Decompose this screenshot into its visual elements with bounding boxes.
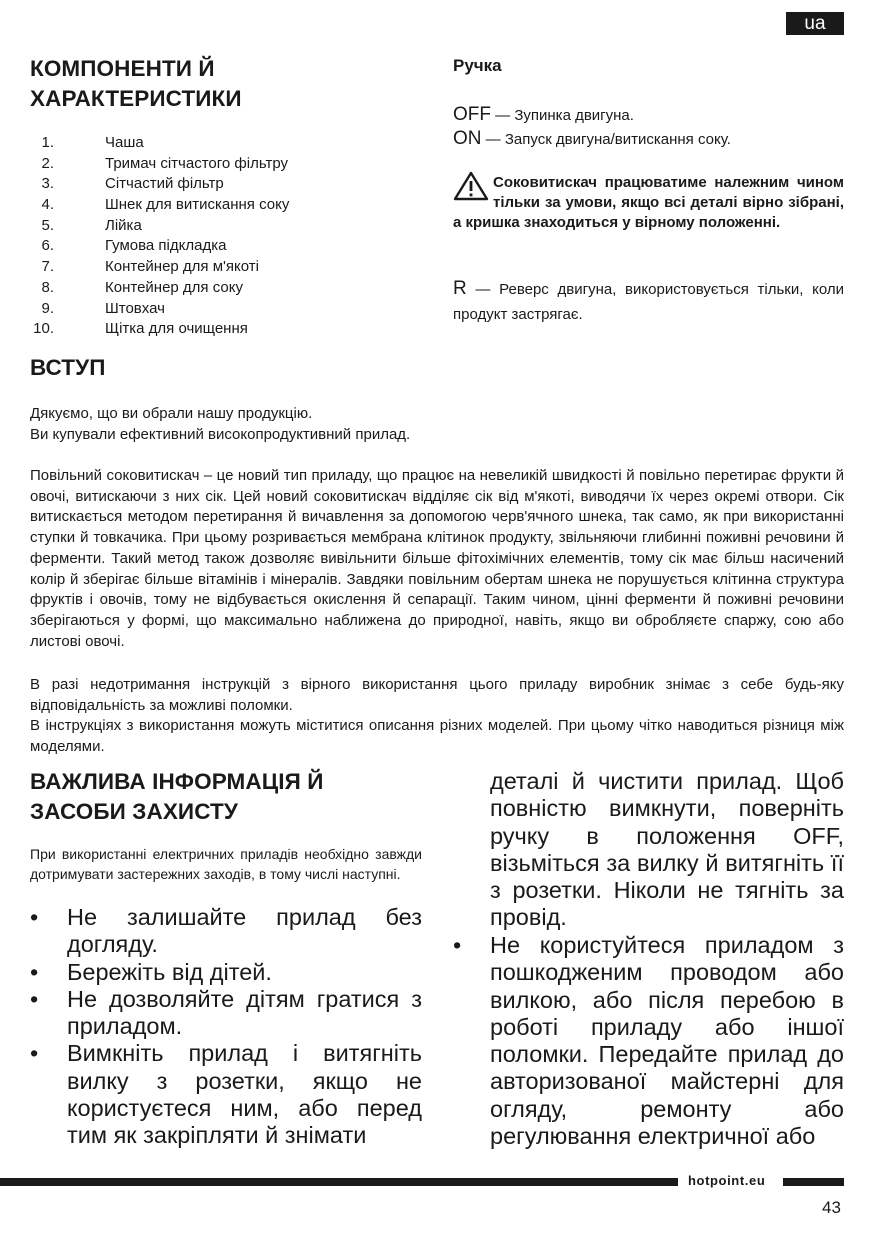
component-label: Лійка (105, 216, 142, 234)
safety-item (30, 959, 422, 986)
components-title-line1: КОМПОНЕНТИ Й (30, 56, 215, 81)
component-label: Гумова підкладка (105, 237, 227, 255)
safety-item-text: Не дозволяйте дітям гратися з приладом. (67, 985, 422, 1040)
intro-paragraph-1 (30, 404, 844, 445)
component-label: Щітка для очищення (105, 320, 248, 338)
component-label: Штовхач (105, 299, 165, 317)
safety-intro: При використанні електричних приладів необхідно завжди дотримувати застережних заходів, в тому числі наступні. (30, 846, 422, 882)
component-label: Тримач сітчастого фільтру (105, 154, 289, 172)
on-text: — Запуск двигуна/витискання соку. (481, 131, 731, 148)
components-title (30, 54, 430, 114)
off-description (453, 103, 844, 128)
component-item (30, 257, 430, 278)
footer-website: hotpoint.eu (688, 1173, 766, 1188)
warning-note (453, 173, 844, 233)
component-number: 6. (41, 237, 54, 255)
safety-title-line2: ЗАСОБИ ЗАХИСТУ (30, 799, 238, 824)
component-item (30, 133, 430, 154)
on-key: ON (453, 128, 482, 149)
component-item (30, 236, 430, 257)
component-number: 8. (41, 278, 54, 296)
safety-title (30, 767, 430, 827)
component-number: 9. (41, 299, 54, 317)
reverse-text: — Реверс двигуна, використовується тільки, коли продукт застрягає. (453, 281, 844, 323)
component-item (30, 319, 430, 340)
intro-purchase: Ви купували ефективний високопродуктивний прилад. (30, 425, 411, 443)
component-number: 3. (41, 175, 54, 193)
on-description (453, 127, 844, 152)
component-number: 2. (41, 154, 54, 172)
off-text: — Зупинка двигуна. (491, 107, 634, 124)
language-badge: ua (786, 12, 844, 35)
reverse-description (453, 276, 844, 327)
bullet-icon: • (30, 985, 39, 1012)
safety-item-text: Бережіть від дітей. (67, 958, 272, 985)
bullet-icon: • (453, 932, 462, 958)
component-number: 4. (41, 196, 54, 214)
safety-list-left (30, 904, 422, 1150)
handle-title: Ручка (453, 56, 502, 75)
component-item (30, 278, 430, 299)
component-label: Контейнер для соку (105, 278, 243, 296)
safety-item-text: Не користуйтеся приладом з пошкодженим проводом або вилкою, або після перебою в роботі приладу або іншої поломки. Передайте прилад до авторизованої майстерні для огляду, ремонту або регулювання електричної або (490, 932, 844, 1150)
intro-thanks: Дякуємо, що ви обрали нашу продукцію. (30, 405, 313, 422)
component-number: 7. (41, 258, 54, 276)
safety-list-right (453, 932, 844, 1150)
component-item (30, 154, 430, 175)
reverse-key: R (453, 278, 467, 299)
safety-continuation: деталі й чистити прилад. Щоб повністю вимкнути, поверніть ручку в положення OFF, візьміться за вилку й витягніть її з розетки. Ніколи не тягніть за провід. (490, 768, 844, 931)
warning-triangle-icon (453, 171, 489, 201)
component-label: Сітчастий фільтр (105, 175, 224, 193)
components-title-line2: ХАРАКТЕРИСТИКИ (30, 86, 242, 111)
page-number: 43 (822, 1198, 841, 1217)
footer-bar-right (783, 1178, 844, 1186)
component-label: Шнек для витискання соку (105, 196, 290, 214)
intro-title: ВСТУП (30, 355, 106, 380)
component-number: 10. (33, 320, 54, 338)
intro-paragraph-3 (30, 675, 844, 758)
bullet-icon: • (30, 1040, 39, 1067)
component-label: Контейнер для м'якоті (105, 258, 259, 276)
warning-text: Соковитискач працюватиме належним чином тільки за умови, якщо всі деталі вірно зібрані, а кришка знаходиться у вірному положенні. (453, 174, 844, 231)
footer-bar-left (0, 1178, 678, 1186)
component-item (30, 174, 430, 195)
component-item (30, 195, 430, 216)
component-item (30, 216, 430, 237)
components-list (30, 133, 430, 340)
component-item (30, 299, 430, 320)
safety-item-text: Вимкніть прилад і витягніть вилку з розетки, якщо не користуєтеся ним, або перед тим як закріпляти й знімати (67, 1040, 422, 1149)
component-number: 1. (41, 134, 54, 151)
safety-item-text: Не залишайте прилад без догляду. (67, 904, 422, 958)
off-key: OFF (453, 104, 491, 125)
intro-models-note: В інструкціях з використання можуть міститися описання різних моделей. При цьому чітко наводиться різниця між моделями. (30, 717, 844, 756)
safety-item (30, 904, 422, 959)
component-number: 5. (41, 216, 54, 234)
intro-disclaimer: В разі недотримання інструкцій з вірного використання цього приладу виробник знімає з себе будь-яку відповідальність за можливі поломки. (30, 676, 844, 714)
bullet-icon: • (30, 958, 39, 985)
safety-title-line1: ВАЖЛИВА ІНФОРМАЦІЯ Й (30, 769, 324, 794)
safety-item (30, 1040, 422, 1149)
safety-item (30, 986, 422, 1041)
bullet-icon: • (30, 904, 39, 930)
intro-paragraph-2: Повільний соковитискач – це новий тип приладу, що працює на невеликій швидкості й повільно перетирає фрукти й овочі, витискаючи з них сік. Цей новий соковитискач відділяє сік від м'якоті, виводячи їх через окремі отвори. Сік витискається методом перетирання й вичавлення за допомогою черв'ячного шнека, так само, як при використанні ступки й товкачика. При цьому розривається мембрана клітинок продукту, звільняючи глибинні поживні речовини й ферменти. Такий метод також дозволяє вивільнити більше фітохімічних елементів, тому сік має більш насичений колір й зберігає більше вітамінів і мінералів. Завдяки повільним обертам шнека не порушується клітинна структура фруктів і овочів, тому не відбувається окислення й сепарації. Таким чином, цінні ферменти й поживні речовини зберігаються у формі, що максимально наближена до природної, навіть, якщо ви обробляєте спаржу, сою або листові овочі. (30, 467, 844, 650)
safety-item (453, 932, 844, 1150)
component-label: Чаша (105, 134, 144, 151)
